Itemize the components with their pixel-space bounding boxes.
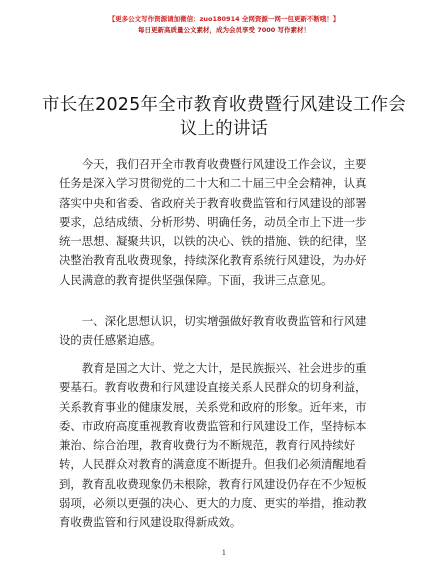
- paragraph-body: [59, 359, 399, 533]
- document-title-line-2: 议上的讲话: [179, 119, 269, 139]
- paragraph-line: 到，教育乱收费现象仍未根除，教育行风建设仍存在不少短板: [59, 476, 367, 491]
- paragraph-line: 转，人民群众对教育的满意度不断提升。但我们必须清醒地看: [59, 457, 367, 472]
- page-number: 1: [221, 549, 227, 557]
- paragraph-line: 统一思想、凝聚共识，以铁的决心、铁的措施、铁的纪律，坚: [59, 234, 367, 249]
- paragraph-line: 关系教育事业的健康发展，关系党和政府的形象。近年来，市: [59, 399, 367, 414]
- paragraph-line: 要基石。教育收费和行风建设直接关系人民群众的切身利益，: [59, 380, 367, 395]
- paragraph-line: 今天，我们召开全市教育收费暨行风建设工作会议，主要: [59, 157, 367, 171]
- promo-banner-line-1: 【更多公文写作资源请加微信：zuo180914 全网资源一网一包更新不断哦！】: [108, 15, 340, 23]
- paragraph-line: 设的责任感紧迫感。: [59, 333, 162, 348]
- paragraph-line: 弱项，必须以更强的决心、更大的力度、更实的举措，推动教: [59, 496, 367, 511]
- paragraph-line: 一、深化思想认识，切实增强做好教育收费监管和行风建: [59, 314, 367, 328]
- paragraph-line: 要求，总结成绩、分析形势、明确任务，动员全市上下进一步: [59, 214, 367, 229]
- document-title-line-1: 市长在2025年全市教育收费暨行风建设工作会: [42, 95, 406, 115]
- paragraph-line: 教育是国之大计、党之大计，是民族振兴、社会进步的重: [59, 361, 367, 375]
- section-heading-1: [59, 312, 399, 351]
- paragraph-line: 育收费监管和行风建设取得新成效。: [59, 515, 242, 530]
- paragraph-line: 决整治教育乱收费现象，持续深化教育系统行风建设，为办好: [59, 253, 367, 268]
- promo-banner-line-2: 每日更新高质量公文素材，成为会员享受 7000 写作素材！: [137, 26, 311, 34]
- paragraph-line: 人民满意的教育提供坚强保障。下面，我讲三点意见。: [59, 272, 333, 287]
- paragraph-intro: [59, 155, 399, 290]
- paragraph-line: 任务是深入学习贯彻党的二十大和二十届三中全会精神，认真: [59, 176, 367, 191]
- paragraph-line: 兼治、综合治理，教育收费行为不断规范，教育行风持续好: [59, 438, 356, 453]
- paragraph-line: 委、市政府高度重视教育收费监管和行风建设工作，坚持标本: [59, 418, 367, 433]
- paragraph-line: 落实中央和省委、省政府关于教育收费监管和行风建设的部署: [59, 195, 367, 210]
